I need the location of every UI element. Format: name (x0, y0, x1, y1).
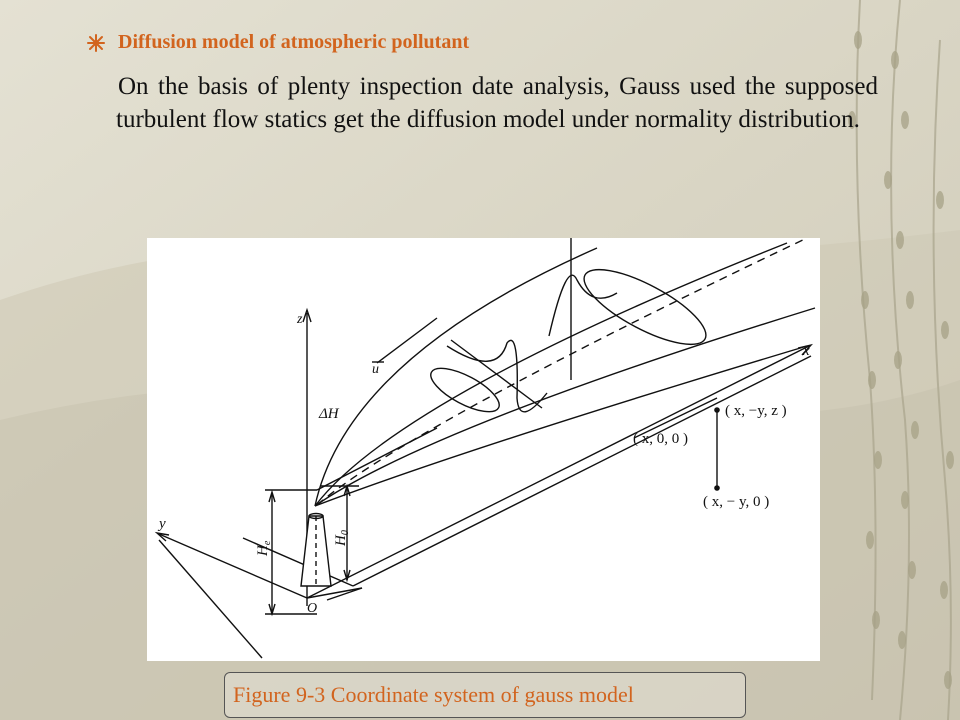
z-axis-label: z (297, 312, 303, 327)
plume-centerline (317, 238, 807, 505)
plume-mid-upper-edge (315, 243, 787, 506)
delta-h-label: ΔH (319, 406, 339, 422)
figure-caption: Figure 9-3 Coordinate system of gauss model (224, 672, 746, 718)
wind-label: u (372, 362, 379, 377)
point-xyz-marker (714, 407, 720, 413)
plume-section-large (575, 256, 716, 359)
point-xy0-marker (714, 485, 720, 491)
he-label: $H_e$ (255, 540, 273, 556)
x-axis (307, 346, 809, 598)
wind-direction-line (377, 318, 437, 363)
point-xyz-label: ( x, −y, z ) (725, 403, 787, 419)
x-axis-label: x (803, 343, 810, 359)
ground-left-edge (159, 540, 262, 658)
slide-heading: Diffusion model of atmospheric pollutant (118, 31, 470, 53)
plume-upper-edge (315, 248, 597, 506)
bullet-heading-row (86, 31, 469, 54)
gauss-coordinate-diagram (147, 238, 820, 661)
point-x00-label: ( x, 0, 0 ) (633, 431, 688, 447)
ground-back-edge (353, 356, 811, 586)
y-axis-label: y (159, 516, 166, 532)
point-xy0-label: ( x, − y, 0 ) (703, 494, 770, 510)
origin-label: O (307, 601, 318, 616)
h0-label: $H_0$ (333, 530, 351, 546)
body-paragraph: On the basis of plenty inspection date analysis, Gauss used the supposed turbulent flow statics get the diffusion model under normality distribution. (116, 73, 878, 133)
snowflake-bullet-icon (86, 33, 106, 53)
